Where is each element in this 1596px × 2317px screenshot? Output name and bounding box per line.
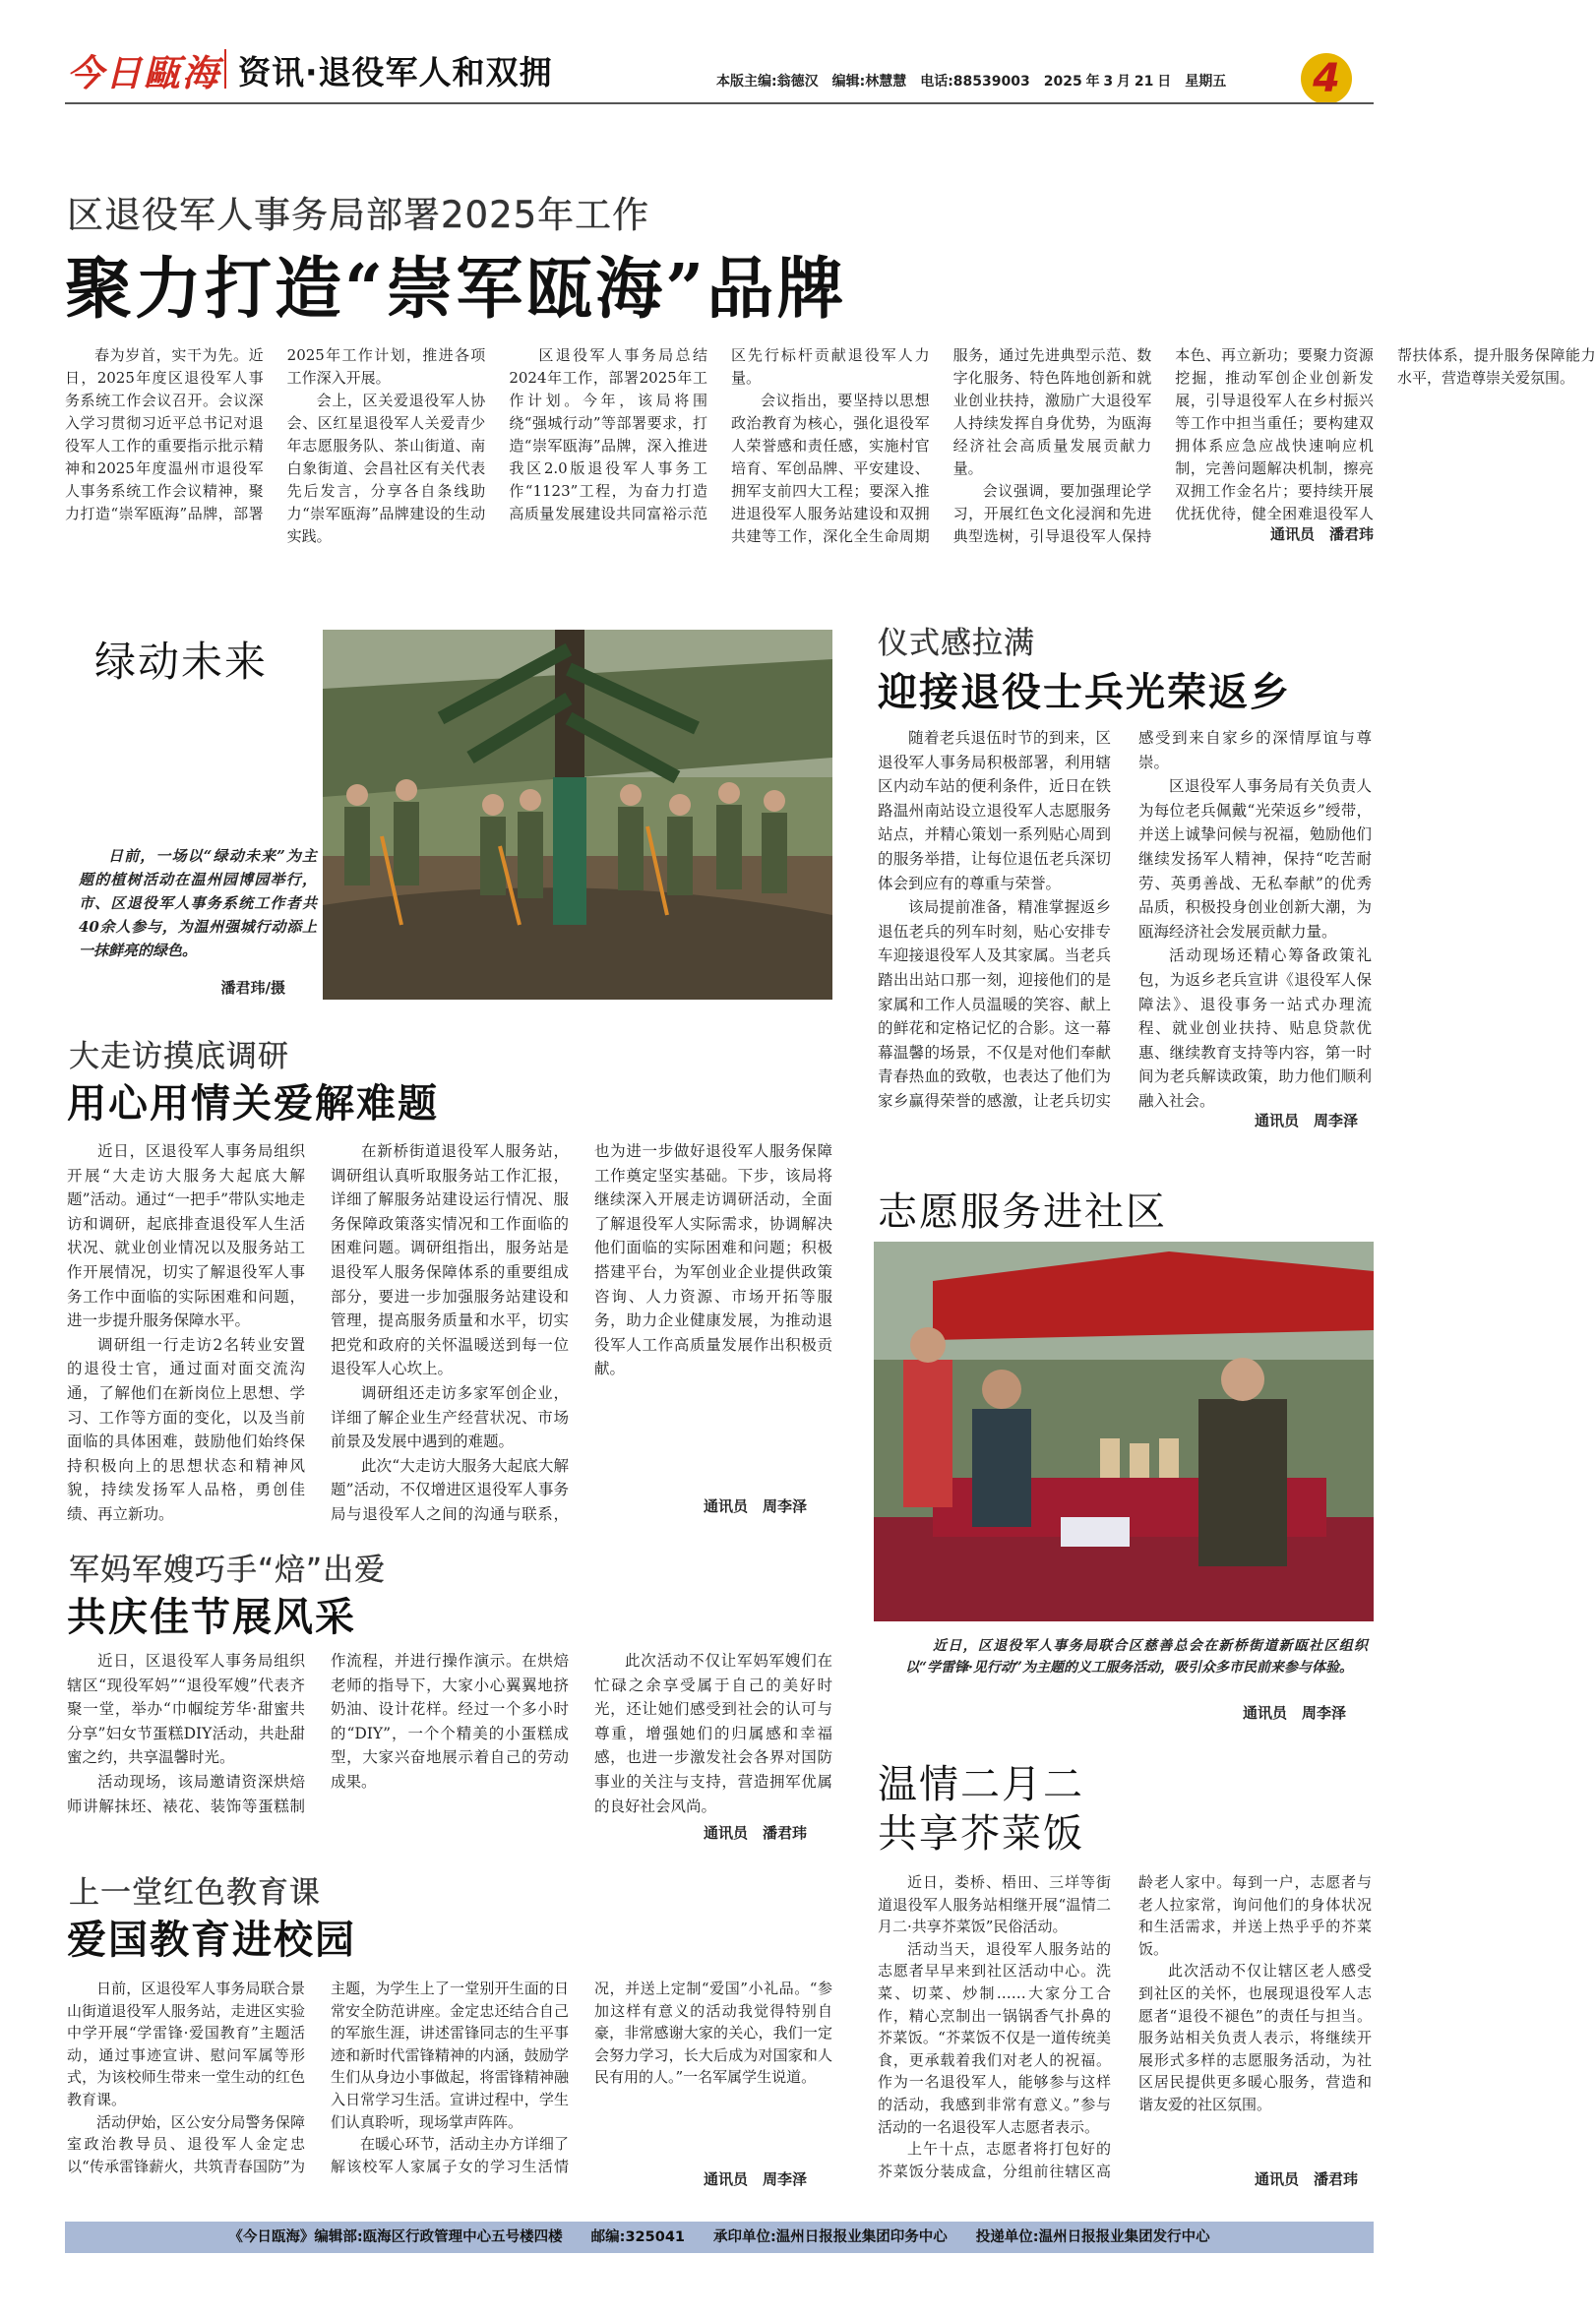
masthead-divider xyxy=(224,49,226,89)
survey-body xyxy=(67,1139,832,1531)
volunteer-caption xyxy=(905,1635,1368,1678)
green-caption-text: 日前，一场以“绿动未来”为主题的植树活动在温州园博园举行，市、区退役军人事务系统工作者共40余人参与，为温州强城行动添上一抹鲜亮的绿色。 xyxy=(79,847,317,959)
green-title: 绿动未来 xyxy=(94,638,269,686)
lead-kicker: 区退役军人事务局部署2025年工作 xyxy=(67,194,650,236)
meal-paragraph: 此次活动不仅让辖区老人感受到社区的关怀，也展现退役军人志愿者“退役不褪色”的责任与担当。服务站相关负责人表示，将继续开展形式多样的志愿服务活动，为社区居民提供更多暖心服务，营造和谐友爱的社区氛围。 xyxy=(1138,1962,1372,2113)
cake-paragraph: 活动现场，该局邀请资深烘焙师讲解抹坯、裱花、装饰等蛋糕制作流程，并进行操作演示。在烘焙老师的指导下，大家小心翼翼地挤奶油、设计花样。经过一个多小时的“DIY”，一个个精美的小蛋糕成型，大家兴奋地展示着自己的劳动成果。 xyxy=(67,1652,569,1815)
lead-body xyxy=(65,344,1596,561)
cake-headline: 共庆佳节展风采 xyxy=(67,1595,356,1640)
school-paragraph: 日前，区退役军人事务局联合景山街道退役军人服务站，走进区实验中学开展“学雷锋·爱国教育”主题活动，通过事迹宣讲、慰问军属等形式，为该校师生带来一堂生动的红色教育课。 xyxy=(67,1980,305,2108)
volunteer-caption-text: 近日，区退役军人事务局联合区慈善总会在新桥街道新瓯社区组织以“学雷锋·见行动”为主题的义工服务活动，吸引众多市民前来参与体验。 xyxy=(905,1638,1368,1676)
volunteer-title: 志愿服务进社区 xyxy=(878,1189,1167,1235)
school-byline: 通讯员 周李泽 xyxy=(703,2170,807,2188)
meal-paragraph: 上午十点，志愿者将打包好的芥菜饭分装成盒，分组前往辖区高龄老人家中。每到一户，志愿者与老人拉家常，询问他们的身体状况和生活需求，并送上热乎乎的芥菜饭。 xyxy=(878,1873,1372,2180)
lead-paragraph: 区退役军人事务局总结2024年工作，部署2025年工作计划。今年，该局将围绕“强城行动”等部署要求，打造“崇军瓯海”品牌，深入推进我区2.0版退役军人事务工作“1123”工程，为奋力打造高质量发展建设共同富裕示范区先行标杆贡献退役军人力量。 xyxy=(509,346,930,522)
lead-headline: 聚力打造“崇军瓯海”品牌 xyxy=(65,250,847,329)
meal-byline: 通讯员 潘君玮 xyxy=(1254,2170,1358,2188)
footer-text: 《今日瓯海》编辑部:瓯海区行政管理中心五号楼四楼 邮编:325041 承印单位:温州日报报业集团印务中心 投递单位:温州日报报业集团发行中心 xyxy=(228,2229,1210,2245)
cake-kicker: 军妈军嫂巧手“焙”出爱 xyxy=(69,1553,387,1588)
survey-headline: 用心用情关爱解难题 xyxy=(67,1081,439,1127)
section-title: 资讯·退役军人和双拥 xyxy=(238,53,553,91)
masthead-rule xyxy=(65,102,1374,104)
survey-paragraph: 调研组还走访多家军创企业，详细了解企业生产经营状况、市场前景及发展中遇到的难题。 xyxy=(331,1383,569,1451)
survey-paragraph: 此次“大走访大服务大起底大解题”活动，不仅增进区退役军人事务局与退役军人之间的沟通与联系，也为进一步做好退役军人服务保障工作奠定坚实基础。下步，该局将继续深入开展走访调研活动，全面了解退役军人实际需求，协调解决他们面临的实际困难和问题；积极搭建平台，为军创业企业提供政策咨询、人力资源、市场开拓等服务，助力企业健康发展，为推动退役军人工作高质量发展作出积极贡献。 xyxy=(331,1142,832,1523)
school-paragraph: 活动伊始，区公安分局警务保障室政治教导员、退役军人金定忠以“传承雷锋薪火，共筑青春国防”为主题，为学生上了一堂别开生面的日常安全防范讲座。金定忠还结合自己的军旅生涯，讲述雷锋同志的生平事迹和新时代雷锋精神的内涵，鼓励学生们从身边小事做起，将雷锋精神融入日常学习生活。宣讲过程中，学生们认真聆听，现场掌声阵阵。 xyxy=(67,1980,569,2175)
school-paragraph: 在暖心环节，活动主办方详细了解该校军人家属子女的学习生活情况，并送上定制“爱国”小礼品。“参加这样有意义的活动我觉得特别自豪，非常感谢大家的关心，我们一定会努力学习，长大后成为对国家和人民有用的人。”一名军属学生说道。 xyxy=(331,1980,832,2175)
lead-paragraph: 会议指出，要坚持以思想政治教育为核心，强化退役军人荣誉感和责任感，实施村官培育、军创品牌、平安建设、拥军支前四大工程；要深入推进退役军人服务站建设和双拥共建等工作，深化全生命周期服务，通过先进典型示范、数字化服务、特色阵地创新和就业创业扶持，激励广大退役军人持续发挥自身优势，为瓯海经济社会高质量发展贡献力量。 xyxy=(730,346,1152,545)
page-number-badge xyxy=(1301,53,1352,104)
cake-body xyxy=(67,1649,832,1842)
cake-byline: 通讯员 潘君玮 xyxy=(703,1824,807,1842)
masthead-editors: 本版主编:翁德汉 编辑:林慧慧 电话:88539003 2025 年 3 月 21 日 星期五 xyxy=(716,74,1227,90)
lead-paragraph: 会上，区关爱退役军人协会、区红星退役军人关爱青少年志愿服务队、茶山街道、南白象街道、会昌社区有关代表先后发言，分享各自条线助力“崇军瓯海”品牌建设的生动实践。 xyxy=(286,392,486,545)
survey-byline: 通讯员 周李泽 xyxy=(703,1497,807,1515)
lead-byline: 通讯员 潘君玮 xyxy=(1269,525,1374,543)
meal-body xyxy=(878,1871,1372,2186)
welcome-paragraph: 区退役军人事务局有关负责人为每位老兵佩戴“光荣返乡”绶带，并送上诚挚问候与祝福，勉励他们继续发扬军人精神，保持“吃苦耐劳、英勇善战、无私奉献”的优秀品质，积极投身创业创新大潮，为瓯海经济社会发展贡献力量。 xyxy=(1138,777,1372,941)
welcome-body xyxy=(878,726,1372,1128)
school-kicker: 上一堂红色教育课 xyxy=(69,1875,321,1911)
masthead-logo: 今日甌海 xyxy=(67,51,220,94)
tree-planting-photo xyxy=(323,630,832,1000)
masthead xyxy=(0,0,1476,108)
school-headline: 爱国教育进校园 xyxy=(67,1918,356,1963)
survey-paragraph: 在新桥街道退役军人服务站，调研组认真听取服务站工作汇报，详细了解服务站建设运行情况、服务保障政策落实情况和工作面临的困难问题。调研组指出，服务站是退役军人服务保障体系的重要组成部分，要进一步加强服务站建设和管理，提高服务质量和水平，切实把党和政府的关怀温暖送到每一位退役军人心坎上。 xyxy=(331,1142,569,1378)
meal-paragraph: 近日，娄桥、梧田、三垟等街道退役军人服务站相继开展“温情二月二·共享芥菜饭”民俗活动。 xyxy=(878,1873,1111,1936)
survey-kicker: 大走访摸底调研 xyxy=(69,1039,289,1074)
lead-paragraph: 会议强调，要加强理论学习，开展红色文化浸润和先进典型选树，引导退役军人保持本色、再立新功；要聚力资源挖掘，推动军创企业创新发展，引导退役军人在乡村振兴等工作中担当重任；要构建双拥体系应急应战快速响应机制，完善问题解决机制，擦亮双拥工作金名片；要持续开展优抚优待，健全困难退役军人帮扶体系，提升服务保障能力水平，营造尊崇关爱氛围。 xyxy=(952,346,1596,545)
green-credit: 潘君玮/摄 xyxy=(220,979,285,997)
welcome-headline: 迎接退役士兵光荣返乡 xyxy=(878,670,1291,715)
welcome-paragraph: 活动现场还精心筹备政策礼包，为返乡老兵宣讲《退役军人保障法》、退役事务一站式办理流程、就业创业扶持、贴息贷款优惠、继续教育支持等内容，第一时间为老兵解读政策，助力他们顺利融入社会。 xyxy=(1138,946,1372,1110)
page-number: 4 xyxy=(1313,56,1340,101)
welcome-kicker: 仪式感拉满 xyxy=(878,626,1035,661)
survey-paragraph: 调研组一行走访2名转业安置的退役士官，通过面对面交流沟通，了解他们在新岗位上思想、学习、工作等方面的变化，以及当前面临的具体困难，鼓励他们始终保持积极向上的思想状态和精神风貌，持续发扬军人品格，勇创佳绩、再立新功。 xyxy=(67,1335,305,1523)
welcome-byline: 通讯员 周李泽 xyxy=(1254,1112,1358,1129)
volunteer-illustration xyxy=(874,1242,1374,1621)
meal-paragraph: 活动当天，退役军人服务站的志愿者早早来到社区活动中心。洗菜、切菜、炒制……大家分工合作，精心烹制出一锅锅香气扑鼻的芥菜饭。“芥菜饭不仅是一道传统美食，更承载着我们对老人的祝福。作为一名退役军人，能够参与这样的活动，我感到非常有意义。”参与活动的一名退役军人志愿者表示。 xyxy=(878,1939,1111,2136)
lead-paragraph: 春为岁首，实干为先。近日，2025年度区退役军人事务系统工作会议召开。会议深入学习贯彻习近平总书记对退役军人工作的重要指示批示精神和2025年度温州市退役军人事务系统工作会议精神，聚力打造“崇军瓯海”品牌，部署2025年工作计划，推进各项工作深入开展。 xyxy=(65,346,486,522)
school-body xyxy=(67,1978,832,2178)
tree-planting-illustration xyxy=(323,630,832,1000)
green-caption xyxy=(79,844,317,962)
cake-paragraph: 近日，区退役军人事务局组织辖区“现役军妈”“退役军嫂”代表齐聚一堂，举办“巾帼绽芳华·甜蜜共分享”妇女节蛋糕DIY活动，共赴甜蜜之约，共享温馨时光。 xyxy=(67,1652,305,1767)
meal-title-line2: 共享芥菜饭 xyxy=(878,1811,1084,1857)
footer-bar xyxy=(65,2222,1374,2253)
welcome-paragraph: 随着老兵退伍时节的到来，区退役军人事务局积极部署，利用辖区内动车站的便利条件，近日在铁路温州南站设立退役军人志愿服务站点，并精心策划一系列贴心周到的服务举措，让每位退伍老兵深切体会到应有的尊重与荣誉。 xyxy=(878,729,1111,892)
cake-paragraph: 此次活动不仅让军妈军嫂们在忙碌之余享受属于自己的美好时光，还让她们感受到社会的认可与尊重，增强她们的归属感和幸福感，也进一步激发社会各界对国防事业的关注与支持，营造拥军优属的良好社会风尚。 xyxy=(594,1652,832,1815)
meal-title-line1: 温情二月二 xyxy=(878,1762,1084,1807)
volunteer-photo xyxy=(874,1242,1374,1621)
welcome-paragraph: 该局提前准备，精准掌握返乡退伍老兵的列车时刻，贴心安排专车迎接退役军人及其家属。当老兵踏出出站口那一刻，迎接他们的是家属和工作人员温暖的笑容、献上的鲜花和定格记忆的合影。这一幕幕温馨的场景，不仅是对他们奉献青春热血的致敬，也表达了他们为家乡赢得荣誉的感激，让老兵切实感受到来自家乡的深情厚谊与尊崇。 xyxy=(878,729,1372,1110)
volunteer-byline: 通讯员 周李泽 xyxy=(1242,1704,1346,1722)
survey-paragraph: 近日，区退役军人事务局组织开展“大走访大服务大起底大解题”活动。通过“一把手”带队实地走访和调研，起底排查退役军人生活状况、就业创业情况以及服务站工作开展情况，切实了解退役军人事务工作中面临的实际困难和问题，进一步提升服务保障水平。 xyxy=(67,1142,305,1330)
